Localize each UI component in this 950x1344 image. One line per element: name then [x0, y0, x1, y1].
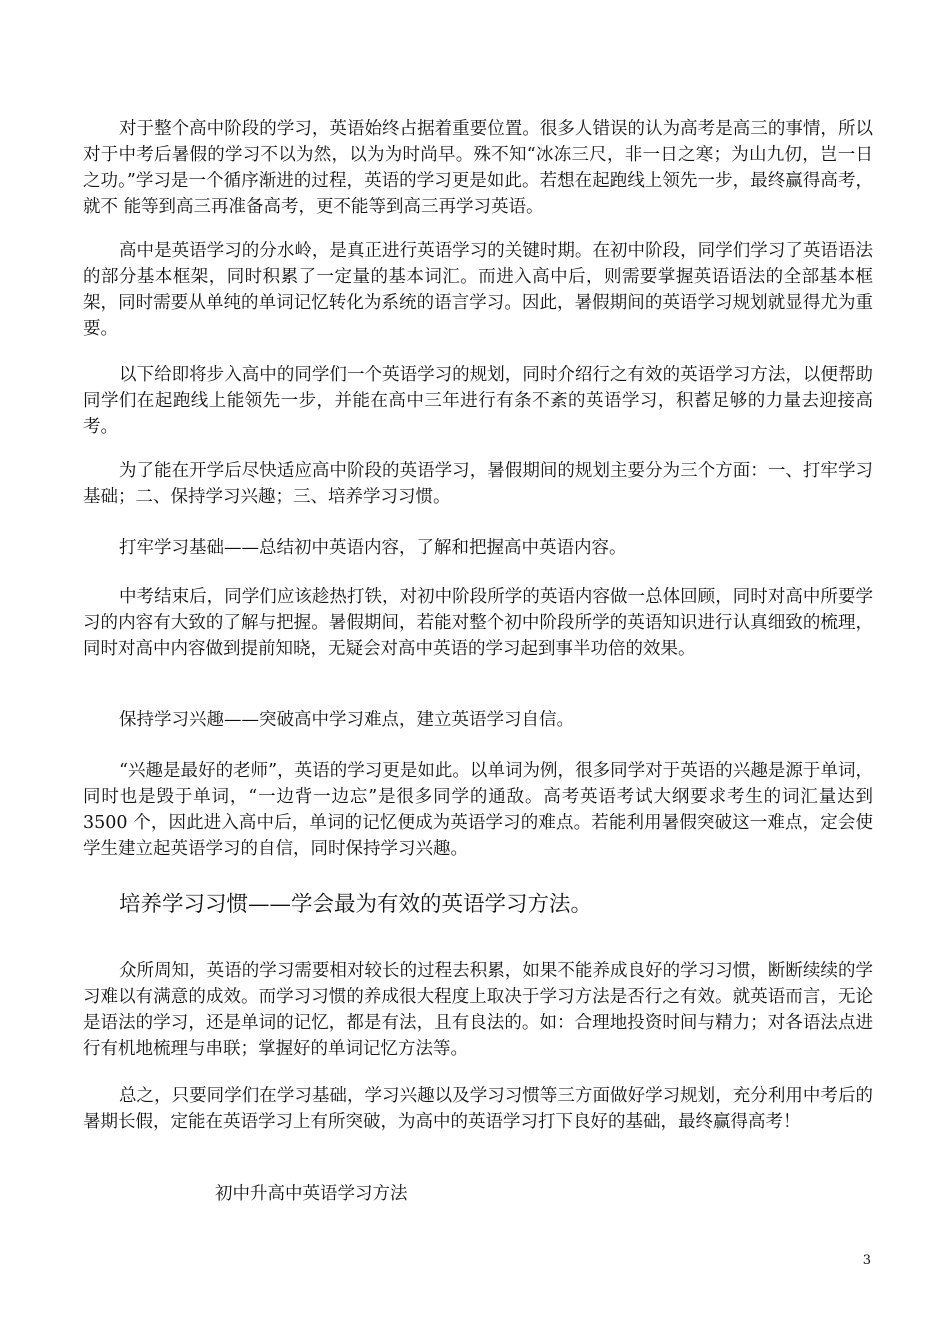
section-heading-foundation: 打牢学习基础——总结初中英语内容，了解和把握高中英语内容。 [119, 538, 627, 558]
paragraph-watershed: 高中是英语学习的分水岭，是真正进行英语学习的关键时期。在初中阶段，同学们学习了英语语法的部分基本框架，同时积累了一定量的基本词汇。而进入高中后，则需要掌握英语语法的全部基本框架，同时需要从单纯的单词记忆转化为系统的语言学习。因此，暑假期间的英语学习规划就显得尤为重要。 [83, 241, 873, 339]
paragraph-conclusion: 总之，只要同学们在学习基础，学习兴趣以及学习习惯等三方面做好学习规划，充分利用中考后的暑期长假，定能在英语学习上有所突破，为高中的英语学习打下良好的基础，最终赢得高考！ [83, 1086, 873, 1132]
paragraph-plan-intro: 以下给即将步入高中的同学们一个英语学习的规划，同时介绍行之有效的英语学习方法，以便帮助同学们在起跑线上能领先一步，并能在高中三年进行有条不紊的英语学习，积蓄足够的力量去迎接高考。 [83, 365, 873, 437]
paragraph-interest: “兴趣是最好的老师”，英语的学习更是如此。以单词为例，很多同学对于英语的兴趣是源于单词，同时也是毁于单词，“一边背一边忘”是很多同学的通敌。高考英语考试大纲要求考生的词汇量达到 3500 个，因此进入高中后，单词的记忆便成为英语学习的难点。若能利用暑假突破这一难点，定会使学生建立起英语学习的自信，同时保持学习兴趣。 [83, 761, 873, 859]
document-subtitle: 初中升高中英语学习方法 [215, 1184, 408, 1204]
section-heading-habits: 培养学习习惯——学会最为有效的英语学习方法。 [119, 892, 593, 917]
paragraph-intro: 对于整个高中阶段的学习，英语始终占据着重要位置。很多人错误的认为高考是高三的事情，所以对于中考后暑假的学习不以为然，以为为时尚早。殊不知“冰冻三尺，非一日之寒；为山九仞，岂一日之功。”学习是一个循序渐进的过程，英语的学习更是如此。若想在起跑线上领先一步，最终赢得高考，就不 能等到高三再准备高考，更不能等到高三再学习英语。 [83, 119, 873, 217]
page-number: 3 [862, 1253, 871, 1268]
section-heading-interest: 保持学习兴趣——突破高中学习难点，建立英语学习自信。 [119, 710, 574, 730]
paragraph-habits: 众所周知，英语的学习需要相对较长的过程去积累，如果不能养成良好的学习习惯，断断续续的学习难以有满意的成效。而学习习惯的养成很大程度上取决于学习方法是否行之有效。就英语而言，无论是语法的学习，还是单词的记忆，都是有法，且有良法的。如：合理地投资时间与精力；对各语法点进行有机地梳理与串联；掌握好的单词记忆方法等。 [83, 961, 873, 1059]
paragraph-three-aspects: 为了能在开学后尽快适应高中阶段的英语学习，暑假期间的规划主要分为三个方面：一、打牢学习基础；二、保持学习兴趣；三、培养学习习惯。 [83, 461, 873, 507]
paragraph-foundation: 中考结束后，同学们应该趁热打铁，对初中阶段所学的英语内容做一总体回顾，同时对高中所要学习的内容有大致的了解与把握。暑假期间，若能对整个初中阶段所学的英语知识进行认真细致的梳理，同时对高中内容做到提前知晓，无疑会对高中英语的学习起到事半功倍的效果。 [83, 587, 873, 659]
